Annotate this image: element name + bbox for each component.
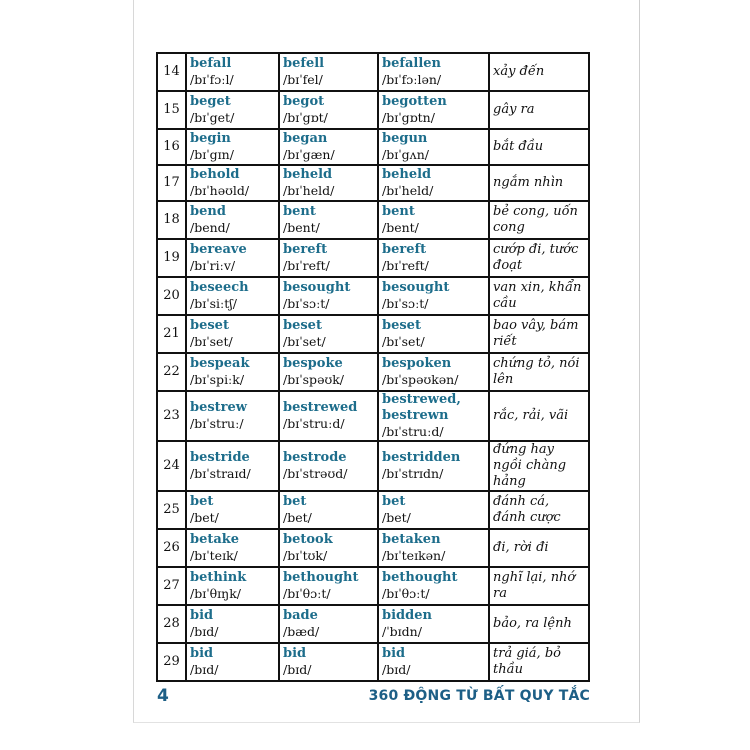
meaning-cell: van xin, khẩn cầu [489,277,589,315]
past-form-cell [279,315,378,353]
base-form-cell [186,91,279,129]
past-participle-word: bestridden [382,450,461,465]
base-form-ipa: /bet/ [190,510,219,525]
table-row [157,391,589,441]
past-form-cell [279,91,378,129]
book-title: 360 ĐỘNG TỪ BẤT QUY TẮC [368,688,590,704]
row-number: 15 [157,91,186,129]
past-participle-cell [378,53,489,91]
row-number: 17 [157,165,186,201]
base-form-ipa: /bɪˈstruː/ [190,416,244,431]
past-participle-ipa: /bɪˈsɔːt/ [382,296,429,311]
past-form-ipa: /bɪˈfel/ [283,72,323,87]
past-form-ipa: /bɪˈstrəʊd/ [283,466,348,481]
past-form-cell [279,239,378,277]
past-participle-word: bent [382,204,415,219]
meaning-cell: bao vây, bám riết [489,315,589,353]
base-form-ipa: /bɪˈgɪn/ [190,147,234,162]
table-row [157,129,589,165]
meaning-cell: rắc, rải, vãi [489,391,589,441]
past-participle-word: bestrewed, bestrewn [382,392,461,423]
base-form-cell [186,277,279,315]
row-number: 28 [157,605,186,643]
past-participle-cell [378,567,489,605]
row-number: 21 [157,315,186,353]
base-form-ipa: /bɪˈriːv/ [190,258,236,273]
past-participle-ipa: /bent/ [382,220,419,235]
past-form-word: began [283,131,328,146]
past-form-cell [279,201,378,239]
past-form-cell [279,491,378,529]
base-form-word: behold [190,167,240,182]
row-number: 25 [157,491,186,529]
past-participle-ipa: /bɪˈgɒtn/ [382,110,435,125]
past-participle-ipa: /bɪd/ [382,662,411,677]
past-form-word: bid [283,646,307,661]
past-form-word: begot [283,94,325,109]
meaning-cell: đứng hay ngồi chàng hảng [489,441,589,491]
table-row [157,201,589,239]
meaning-cell: bắt đầu [489,129,589,165]
past-form-word: beset [283,318,322,333]
verb-table [156,52,590,682]
table-row [157,277,589,315]
past-participle-cell [378,643,489,681]
past-form-ipa: /bɪˈspəʊk/ [283,372,344,387]
past-form-cell [279,529,378,567]
past-form-cell [279,277,378,315]
base-form-ipa: /bɪd/ [190,662,219,677]
meaning-cell: nghĩ lại, nhớ ra [489,567,589,605]
past-participle-ipa: /bɪˈgʌn/ [382,147,429,162]
past-participle-word: besought [382,280,450,295]
past-participle-cell [378,129,489,165]
table-row [157,643,589,681]
base-form-word: bestride [190,450,250,465]
table-row [157,315,589,353]
base-form-word: bend [190,204,226,219]
past-form-word: bereft [283,242,328,257]
meaning-cell: chứng tỏ, nói lên [489,353,589,391]
meaning-cell: đi, rời đi [489,529,589,567]
past-participle-word: begotten [382,94,447,109]
base-form-word: bethink [190,570,247,585]
past-form-ipa: /bet/ [283,510,312,525]
past-form-word: bet [283,494,307,509]
base-form-word: beseech [190,280,249,295]
past-form-ipa: /bɪˈgæn/ [283,147,335,162]
meaning-cell: bảo, ra lệnh [489,605,589,643]
past-participle-word: bespoken [382,356,452,371]
meaning-cell: đánh cá, đánh cược [489,491,589,529]
past-participle-word: bet [382,494,406,509]
past-form-ipa: /bɪˈreft/ [283,258,330,273]
past-participle-ipa: /bɪˈθɔːt/ [382,586,430,601]
past-form-word: befell [283,56,325,71]
row-number: 20 [157,277,186,315]
row-number: 23 [157,391,186,441]
past-form-ipa: /bɪˈset/ [283,334,326,349]
table-row [157,353,589,391]
row-number: 26 [157,529,186,567]
past-participle-word: bid [382,646,406,661]
base-form-cell [186,391,279,441]
row-number: 27 [157,567,186,605]
past-participle-cell [378,491,489,529]
table-row [157,441,589,491]
row-number: 16 [157,129,186,165]
base-form-word: beset [190,318,229,333]
past-participle-cell [378,239,489,277]
past-form-ipa: /bɪˈθɔːt/ [283,586,331,601]
meaning-cell: ngắm nhìn [489,165,589,201]
past-form-ipa: /bæd/ [283,624,320,639]
past-participle-cell [378,315,489,353]
past-form-ipa: /bɪˈstruːd/ [283,416,345,431]
past-participle-ipa: /bɪˈstruːd/ [382,424,444,439]
row-number: 14 [157,53,186,91]
past-form-cell [279,391,378,441]
past-form-cell [279,53,378,91]
base-form-ipa: /bɪˈget/ [190,110,235,125]
meaning-cell: gây ra [489,91,589,129]
past-form-cell [279,165,378,201]
table-row [157,91,589,129]
past-participle-word: beset [382,318,421,333]
base-form-cell [186,353,279,391]
base-form-ipa: /bɪˈsiːtʃ/ [190,296,237,311]
base-form-cell [186,239,279,277]
meaning-cell: cướp đi, tước đoạt [489,239,589,277]
past-form-cell [279,129,378,165]
row-number: 29 [157,643,186,681]
past-form-word: bespoke [283,356,343,371]
past-form-cell [279,353,378,391]
past-participle-ipa: /bɪˈspəʊkən/ [382,372,459,387]
verb-table-body [157,53,589,681]
past-participle-word: bereft [382,242,427,257]
base-form-word: befall [190,56,232,71]
past-participle-cell [378,165,489,201]
past-form-word: bestrode [283,450,347,465]
base-form-word: bid [190,608,214,623]
base-form-ipa: /bɪˈset/ [190,334,233,349]
past-form-ipa: /bɪˈsɔːt/ [283,296,330,311]
past-participle-word: bethought [382,570,458,585]
base-form-cell [186,441,279,491]
past-form-word: bade [283,608,318,623]
past-participle-ipa: /bet/ [382,510,411,525]
past-form-word: besought [283,280,351,295]
base-form-ipa: /bɪˈhəʊld/ [190,183,250,198]
past-participle-ipa: /bɪˈreft/ [382,258,429,273]
meaning-cell: bẻ cong, uốn cong [489,201,589,239]
base-form-word: beget [190,94,231,109]
past-participle-cell [378,353,489,391]
past-participle-word: befallen [382,56,441,71]
base-form-cell [186,605,279,643]
past-form-ipa: /bɪd/ [283,662,312,677]
base-form-word: bespeak [190,356,250,371]
table-row [157,529,589,567]
past-participle-cell [378,441,489,491]
base-form-word: bid [190,646,214,661]
past-participle-ipa: /bɪˈheld/ [382,183,434,198]
past-form-word: bent [283,204,316,219]
meaning-cell: xảy đến [489,53,589,91]
past-participle-ipa: /bɪˈset/ [382,334,425,349]
base-form-word: bereave [190,242,247,257]
past-participle-ipa: /bɪˈteɪkən/ [382,548,446,563]
base-form-word: betake [190,532,240,547]
table-row [157,491,589,529]
past-participle-cell [378,201,489,239]
base-form-ipa: /bɪˈfɔːl/ [190,72,234,87]
past-participle-cell [378,391,489,441]
past-participle-word: bidden [382,608,432,623]
past-form-word: bethought [283,570,359,585]
base-form-word: bestrew [190,400,247,415]
row-number: 18 [157,201,186,239]
past-participle-cell [378,277,489,315]
table-row [157,165,589,201]
past-form-word: beheld [283,167,333,182]
past-form-word: betook [283,532,333,547]
base-form-ipa: /bɪˈspiːk/ [190,372,245,387]
base-form-cell [186,129,279,165]
base-form-cell [186,643,279,681]
base-form-cell [186,165,279,201]
past-participle-word: betaken [382,532,441,547]
base-form-cell [186,567,279,605]
row-number: 22 [157,353,186,391]
table-row [157,239,589,277]
past-participle-cell [378,529,489,567]
past-participle-ipa: /bɪˈfɔːlən/ [382,72,442,87]
past-participle-word: beheld [382,167,432,182]
past-form-ipa: /bɪˈtʊk/ [283,548,328,563]
past-form-cell [279,441,378,491]
past-form-ipa: /bent/ [283,220,320,235]
row-number: 24 [157,441,186,491]
past-participle-word: begun [382,131,428,146]
base-form-ipa: /bɪd/ [190,624,219,639]
table-row [157,567,589,605]
past-participle-ipa: /ˈbɪdn/ [382,624,422,639]
table-row [157,605,589,643]
base-form-cell [186,491,279,529]
past-form-cell [279,643,378,681]
base-form-cell [186,201,279,239]
past-participle-ipa: /bɪˈstrɪdn/ [382,466,444,481]
page-number: 4 [157,686,169,706]
base-form-cell [186,53,279,91]
base-form-ipa: /bɪˈstraɪd/ [190,466,251,481]
base-form-ipa: /bɪˈθɪŋk/ [190,586,242,601]
base-form-cell [186,529,279,567]
base-form-word: bet [190,494,214,509]
past-participle-cell [378,91,489,129]
table-row [157,53,589,91]
past-form-ipa: /bɪˈgɒt/ [283,110,328,125]
base-form-word: begin [190,131,231,146]
past-form-cell [279,605,378,643]
past-form-ipa: /bɪˈheld/ [283,183,335,198]
past-participle-cell [378,605,489,643]
base-form-cell [186,315,279,353]
past-form-cell [279,567,378,605]
row-number: 19 [157,239,186,277]
meaning-cell: trả giá, bỏ thầu [489,643,589,681]
base-form-ipa: /bend/ [190,220,230,235]
past-form-word: bestrewed [283,400,358,415]
base-form-ipa: /bɪˈteɪk/ [190,548,238,563]
